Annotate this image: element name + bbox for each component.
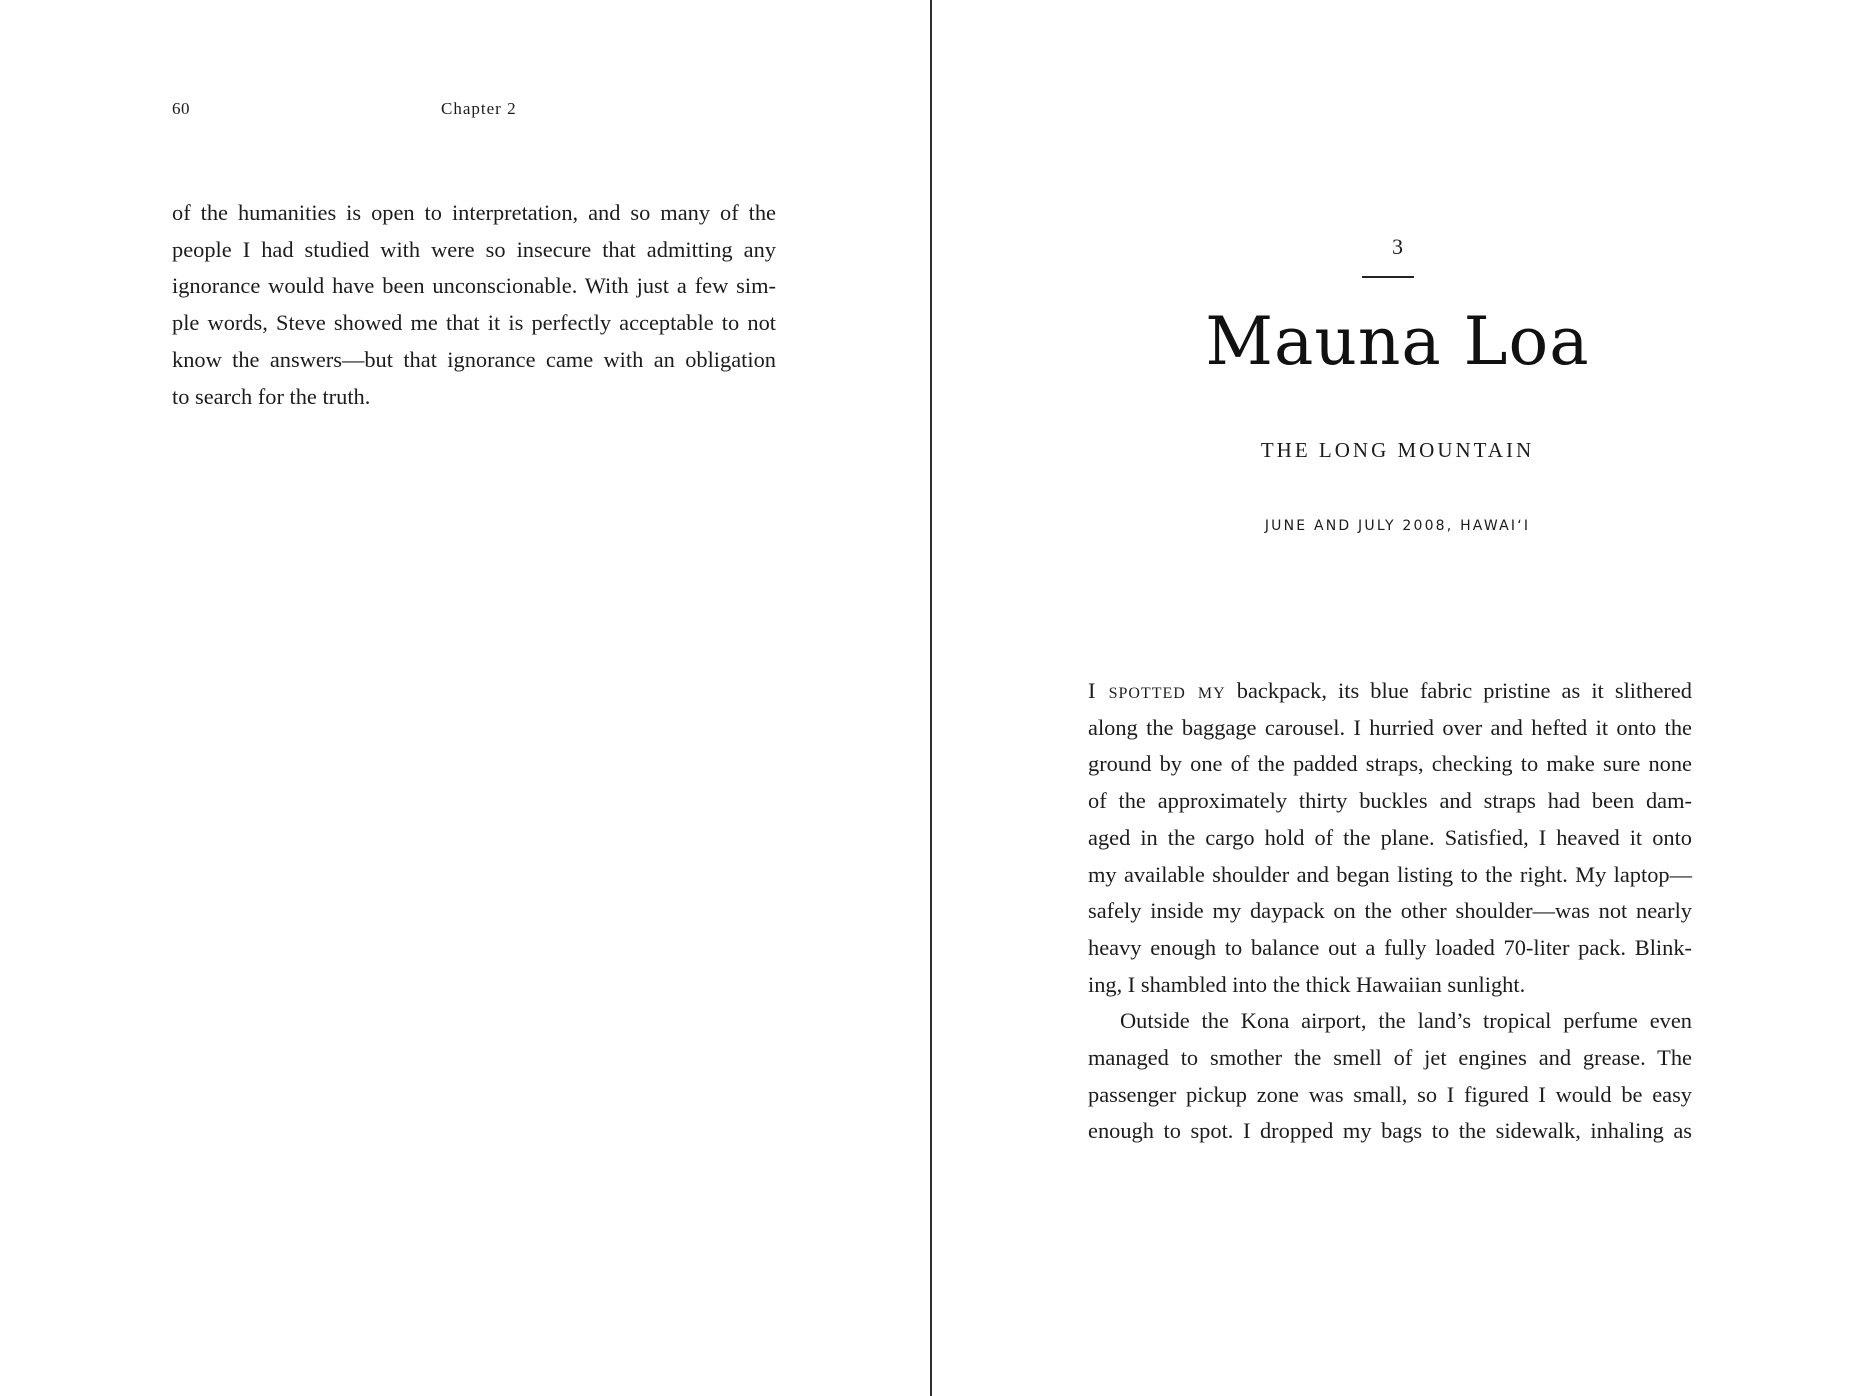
text-line: heavy enough to balance out a fully loaded 70-liter pack. Blink- [1088,934,1692,960]
chapter-rule [1362,276,1414,278]
text-line: ing, I shambled into the thick Hawaiian sunlight. [1088,971,1526,997]
chapter-title: Mauna Loa [1205,303,1590,380]
opening-line [1088,673,1692,710]
chapter-dateline: JUNE AND JULY 2008, HAWAIʻI [1264,518,1531,534]
text-line: along the baggage carousel. I hurried over and hefted it onto the [1088,714,1692,740]
text-line: managed to smother the smell of jet engines and grease. The [1088,1045,1692,1071]
text-line: people I had studied with were so insecure that admitting any [172,236,776,262]
text-line: of the humanities is open to interpretation, and so many of the [172,200,776,225]
right-page [932,0,1863,1396]
text-line: ground by one of the padded straps, checking to make sure none [1088,751,1692,777]
text-line: Outside the Kona airport, the land’s tropical perfume even [1120,1008,1692,1034]
page-number: 60 [172,99,190,118]
text-line: enough to spot. I dropped my bags to the sidewalk, inhaling as [1088,1118,1692,1144]
text-line: ignorance would have been unconscionable. With just a few sim- [172,273,776,299]
text-line: my available shoulder and began listing to the right. My laptop— [1088,861,1692,887]
text-line: ple words, Steve showed me that it is perfectly acceptable to not [172,310,776,336]
opening-smallcaps: I spotted my [1088,678,1226,703]
chapter-subtitle: THE LONG MOUNTAIN [1260,438,1535,462]
text-line: safely inside my daypack on the other shoulder—was not nearly [1088,898,1692,924]
right-body-text [1088,673,1692,1150]
running-head: Chapter 2 [441,99,517,118]
text-line: to search for the truth. [172,383,371,409]
text-line: aged in the cargo hold of the plane. Satisfied, I heaved it onto [1088,824,1692,850]
left-page [0,0,930,1396]
chapter-number: 3 [1392,234,1403,259]
left-body-text [172,195,776,415]
opening-line-rest: backpack, its blue fabric pristine as it slithered [1225,678,1692,703]
text-line: passenger pickup zone was small, so I figured I would be easy [1088,1081,1692,1107]
text-line: know the answers—but that ignorance came with an obligation [172,346,776,372]
text-line: of the approximately thirty buckles and straps had been dam- [1088,788,1692,814]
